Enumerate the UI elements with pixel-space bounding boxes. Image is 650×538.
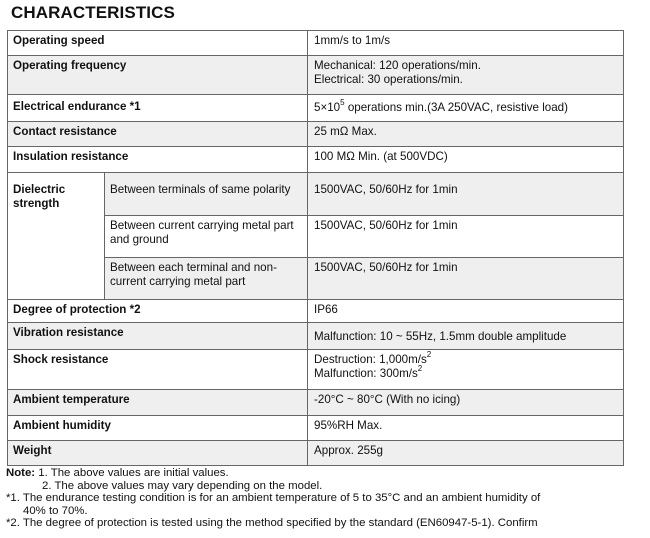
row-label: Ambient temperature [8,390,308,416]
characteristics-table [7,30,624,466]
value-line [314,350,618,367]
label-line: Dielectric [13,183,66,196]
value-superscript: 5 [340,98,345,108]
value-text: Destruction: 1,000m/s [314,353,427,366]
sub-label: Between current carrying metal part and ground [105,216,308,258]
footnote-1: *1. The endurance testing condition is for an ambient temperature of 5 to 35°C and an ambient humidity of [6,492,541,505]
row-label: Operating frequency [8,56,308,95]
table-row-insulation-resistance [8,147,624,173]
note-line [6,467,646,480]
row-value: -20°C ~ 80°C (With no icing) [308,390,624,416]
value-line: Electrical: 30 operations/min. [314,72,463,86]
value-line: Mechanical: 120 operations/min. [314,59,481,72]
table-row-vibration-resistance [8,323,624,350]
value-text: Malfunction: 300m/s [314,366,418,380]
row-value: Malfunction: 10 ~ 55Hz, 1.5mm double amplitude [308,323,624,350]
note-text: 1. The above values are initial values. [35,467,229,479]
note-line: 2. The above values may vary depending on the model. [42,479,323,492]
value-line [314,363,618,381]
sub-label: Between terminals of same polarity [105,173,308,216]
row-label: Contact resistance [8,122,308,147]
table-row-operating-frequency [8,56,624,95]
row-value: 1500VAC, 50/60Hz for 1min [308,216,624,258]
row-label: Electrical endurance *1 [8,95,308,122]
row-label [8,173,105,300]
row-label: Shock resistance [8,350,308,390]
row-value: 1500VAC, 50/60Hz for 1min [308,173,624,216]
table-row-degree-of-protection [8,300,624,323]
table-row-shock-resistance [8,350,624,390]
value-text: 5×10 [314,101,341,114]
note-label: Note: [6,467,36,479]
table-row-dielectric-1 [8,173,624,216]
row-label: Degree of protection *2 [8,300,308,323]
row-value: 1mm/s to 1m/s [308,31,624,56]
row-label: Vibration resistance [8,323,308,350]
row-value: 25 mΩ Max. [308,122,624,147]
row-value: 95%RH Max. [308,416,624,441]
table-row-electrical-endurance [8,95,624,122]
row-value [308,95,624,122]
value-text: operations min.(3A 250VAC, resistive load) [344,101,568,114]
row-value [308,56,624,95]
value-superscript: 2 [417,363,423,373]
label-line: strength [13,196,60,210]
footnote-2: *2. The degree of protection is tested using the method specified by the standard (EN60947-5-1). Confirm [6,517,538,530]
section-title: CHARACTERISTICS [11,3,175,22]
table-row-operating-speed [8,31,624,56]
table-row-contact-resistance [8,122,624,147]
row-label: Weight [8,441,308,466]
value-superscript: 2 [426,350,432,360]
table-row-ambient-temperature [8,390,624,416]
row-value: 1500VAC, 50/60Hz for 1min [308,258,624,300]
row-label: Ambient humidity [8,416,308,441]
table-row-weight [8,441,624,466]
row-label: Operating speed [8,31,308,56]
footnote-1-continuation: 40% to 70%. [23,504,88,517]
sub-label: Between each terminal and non-current carrying metal part [105,258,308,300]
row-value: IP66 [308,300,624,323]
notes-section [6,467,646,530]
row-value [308,350,624,390]
table-row-ambient-humidity [8,416,624,441]
row-value: Approx. 255g [308,441,624,466]
row-label: Insulation resistance [8,147,308,173]
row-value: 100 MΩ Min. (at 500VDC) [308,147,624,173]
